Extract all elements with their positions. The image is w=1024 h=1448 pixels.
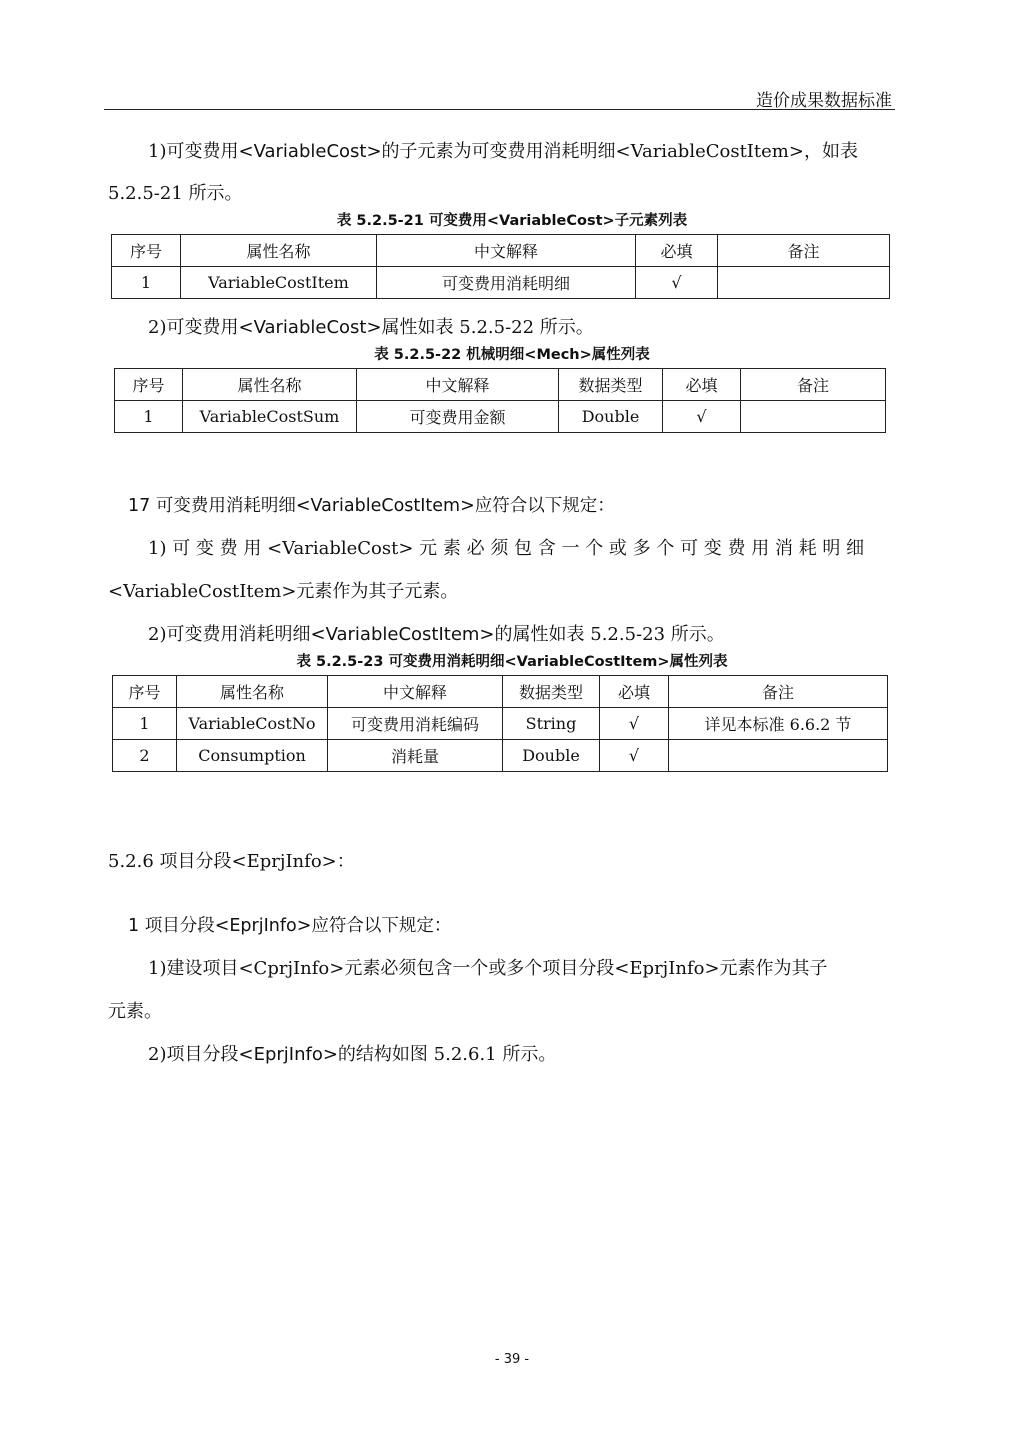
table-22-header-row: [115, 369, 886, 401]
clause-17: 17 可变费用消耗明细<VariableCostItem>应符合以下规定：: [128, 496, 615, 516]
paragraph-1-line-2: 5.2.5-21 所示。: [108, 183, 243, 204]
paragraph-2-tag: <VariableCost>: [238, 317, 382, 338]
table-21-header-row: [112, 235, 890, 267]
paragraph-2-post: 属性如表 5.2.5-22 所示。: [381, 317, 594, 338]
table-cell: 消耗量: [328, 740, 503, 772]
table-cell: 2: [113, 740, 177, 772]
paragraph-4-tag: <VariableCostItem>: [310, 624, 495, 645]
table-cell: 详见本标准 6.6.2 节: [669, 708, 888, 740]
page-number: - 39 -: [494, 1352, 530, 1367]
table-header-cell: 序号: [112, 235, 181, 267]
table-cell: [718, 267, 890, 299]
table-row: [115, 401, 886, 433]
table-cell: Double: [503, 740, 600, 772]
table-header-cell: 中文解释: [357, 369, 559, 401]
table-header-cell: 中文解释: [328, 676, 503, 708]
table-cell: 1: [112, 267, 181, 299]
paragraph-1-tag: <VariableCost>: [238, 141, 382, 162]
paragraph-5-line-2: 元素。: [108, 1001, 162, 1022]
table-cell: √: [600, 740, 669, 772]
table-cell: Double: [559, 401, 663, 433]
paragraph-1-pre: 1)可变费用: [148, 141, 239, 162]
table-header-cell: 备注: [741, 369, 886, 401]
table-row: [113, 740, 888, 772]
table-header-cell: 序号: [113, 676, 177, 708]
table-header-cell: 备注: [718, 235, 890, 267]
table-21: [111, 234, 890, 299]
table-cell: [741, 401, 886, 433]
table-23-caption: 表 5.2.5-23 可变费用消耗明细<VariableCostItem>属性列表: [296, 654, 728, 670]
table-23-header-row: [113, 676, 888, 708]
paragraph-3-line-2: <VariableCostItem>元素作为其子元素。: [108, 581, 459, 602]
table-header-cell: 备注: [669, 676, 888, 708]
paragraph-1-line-1: [148, 139, 858, 165]
table-header-cell: 序号: [115, 369, 183, 401]
table-cell: [669, 740, 888, 772]
table-cell: √: [663, 401, 741, 433]
paragraph-2-pre: 2)可变费用: [148, 317, 239, 338]
table-cell: √: [600, 708, 669, 740]
table-header-cell: 属性名称: [183, 369, 357, 401]
paragraph-4: [148, 622, 725, 648]
paragraph-6: [148, 1042, 556, 1068]
table-cell: √: [636, 267, 718, 299]
table-23: [112, 675, 888, 772]
table-cell: Consumption: [177, 740, 328, 772]
table-22: [114, 368, 886, 433]
table-22-caption: 表 5.2.5-22 机械明细<Mech>属性列表: [374, 347, 650, 363]
table-21-caption: 表 5.2.5-21 可变费用<VariableCost>子元素列表: [336, 213, 688, 229]
table-header-cell: 中文解释: [377, 235, 636, 267]
paragraph-4-pre: 2)可变费用消耗明细: [148, 624, 311, 645]
table-row: [113, 708, 888, 740]
table-header-cell: 必填: [663, 369, 741, 401]
paragraph-3-line-1: 1) 可 变 费 用 <VariableCost> 元 素 必 须 包 含 一 个 或 多 个 可 变 费 用 消 耗 明 细: [148, 538, 865, 559]
paragraph-6-tag: <EprjInfo>: [238, 1044, 338, 1065]
paragraph-5-line-1: 1)建设项目<CprjInfo>元素必须包含一个或多个项目分段<EprjInfo>元素作为其子: [148, 958, 828, 979]
table-cell: String: [503, 708, 600, 740]
table-cell: 可变费用消耗明细: [377, 267, 636, 299]
table-cell: 可变费用金额: [357, 401, 559, 433]
table-cell: VariableCostItem: [181, 267, 377, 299]
paragraph-6-pre: 2)项目分段: [148, 1044, 239, 1065]
table-cell: 1: [115, 401, 183, 433]
paragraph-4-post: 的属性如表 5.2.5-23 所示。: [494, 624, 725, 645]
table-cell: 可变费用消耗编码: [328, 708, 503, 740]
table-cell: 1: [113, 708, 177, 740]
table-cell: VariableCostSum: [183, 401, 357, 433]
section-5-2-6-heading: 5.2.6 项目分段<EprjInfo>：: [108, 851, 355, 872]
table-header-cell: 数据类型: [559, 369, 663, 401]
paragraph-1-post: 的子元素为可变费用消耗明细<VariableCostItem>，如表: [381, 141, 858, 162]
table-header-cell: 必填: [600, 676, 669, 708]
paragraph-6-post: 的结构如图 5.2.6.1 所示。: [337, 1044, 557, 1065]
table-row: [112, 267, 890, 299]
header-title: 造价成果数据标准: [756, 91, 892, 111]
clause-1: 1 项目分段<EprjInfo>应符合以下规定：: [128, 916, 452, 936]
table-header-cell: 必填: [636, 235, 718, 267]
table-header-cell: 属性名称: [177, 676, 328, 708]
header-rule: [104, 109, 895, 110]
table-header-cell: 属性名称: [181, 235, 377, 267]
paragraph-2: [148, 315, 594, 341]
table-header-cell: 数据类型: [503, 676, 600, 708]
table-cell: VariableCostNo: [177, 708, 328, 740]
